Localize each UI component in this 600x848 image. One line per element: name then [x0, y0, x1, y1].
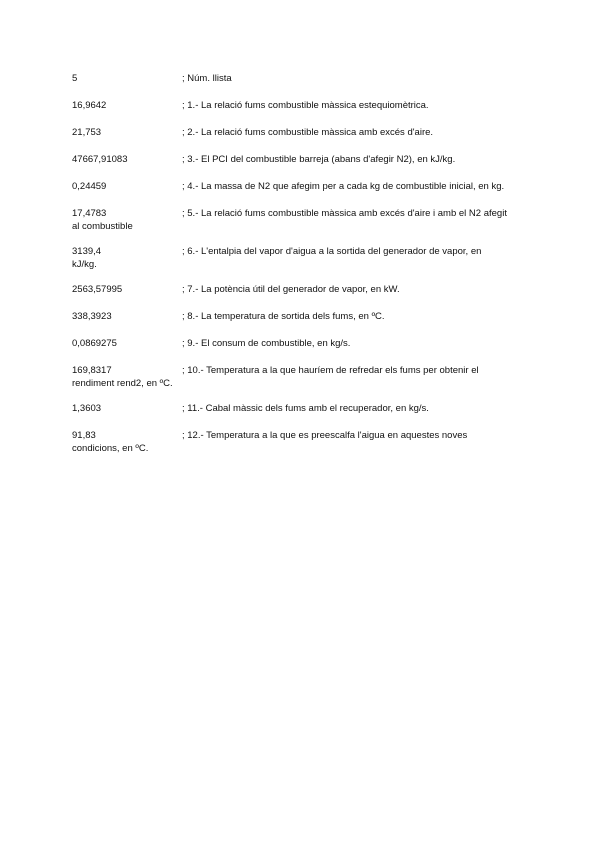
- entry-value: 91,83: [72, 430, 96, 441]
- list-item: [72, 337, 542, 350]
- entry-description: ; 1.- La relació fums combustible màssica estequiomètrica.: [182, 100, 429, 111]
- entry-value: 21,753: [72, 127, 102, 138]
- entry-value: 16,9642: [72, 100, 107, 111]
- entry-value: 338,3923: [72, 311, 112, 322]
- entry-description: ; 2.- La relació fums combustible màssica amb excés d'aire.: [182, 127, 434, 138]
- entry-description: ; 6.- L'entalpia del vapor d'aigua a la sortida del generador de vapor, en: [182, 246, 482, 257]
- answer-list: [72, 72, 542, 467]
- entry-description-continued: al combustible: [72, 221, 133, 232]
- list-item: [72, 207, 542, 233]
- list-item: [72, 245, 542, 271]
- entry-value: 5: [72, 73, 78, 84]
- entry-description: ; 9.- El consum de combustible, en kg/s.: [182, 338, 351, 349]
- entry-value: 47667,91083: [72, 154, 128, 165]
- entry-description: ; 4.- La massa de N2 que afegim per a cada kg de combustible inicial, en kg.: [182, 181, 505, 192]
- entry-description: ; 5.- La relació fums combustible màssica amb excés d'aire i amb el N2 afegit: [182, 208, 507, 219]
- entry-description: ; 8.- La temperatura de sortida dels fums, en ºC.: [182, 311, 385, 322]
- entry-description: ; 10.- Temperatura a la que hauríem de refredar els fums per obtenir el: [182, 365, 479, 376]
- list-item: [72, 72, 542, 85]
- entry-description: ; Núm. llista: [182, 73, 232, 84]
- entry-description-continued: rendiment rend2, en ºC.: [72, 378, 173, 389]
- entry-description: ; 3.- El PCI del combustible barreja (abans d'afegir N2), en kJ/kg.: [182, 154, 456, 165]
- entry-description: ; 7.- La potència útil del generador de vapor, en kW.: [182, 284, 400, 295]
- entry-description: ; 12.- Temperatura a la que es preescalfa l'aigua en aquestes noves: [182, 430, 468, 441]
- entry-value: 2563,57995: [72, 284, 123, 295]
- list-item: [72, 429, 542, 455]
- entry-value: 3139,4: [72, 246, 102, 257]
- list-item: [72, 364, 542, 390]
- entry-value: 1,3603: [72, 403, 102, 414]
- entry-value: 0,24459: [72, 181, 107, 192]
- list-item: [72, 180, 542, 193]
- list-item: [72, 153, 542, 166]
- entry-value: 169,8317: [72, 365, 112, 376]
- entry-value: 0,0869275: [72, 338, 117, 349]
- list-item: [72, 310, 542, 323]
- list-item: [72, 99, 542, 112]
- entry-description-continued: kJ/kg.: [72, 259, 97, 270]
- entry-description: ; 11.- Cabal màssic dels fums amb el recuperador, en kg/s.: [182, 403, 429, 414]
- list-item: [72, 126, 542, 139]
- entry-value: 17,4783: [72, 208, 107, 219]
- entry-description-continued: condicions, en ºC.: [72, 443, 149, 454]
- list-item: [72, 283, 542, 296]
- list-item: [72, 402, 542, 415]
